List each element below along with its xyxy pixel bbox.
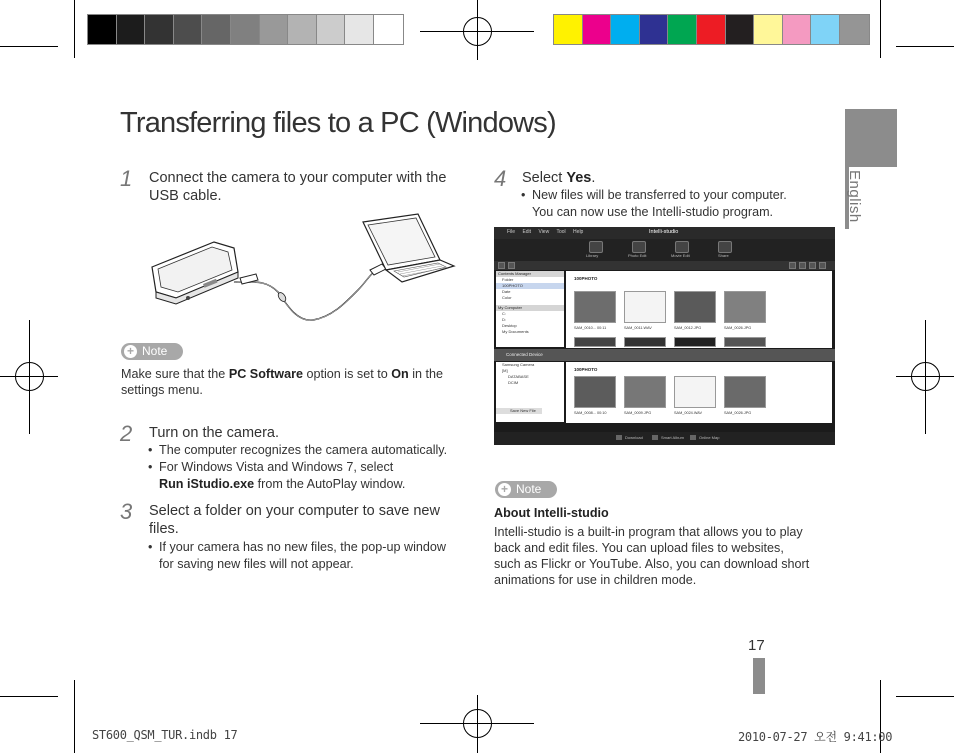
color-swatch — [611, 15, 640, 44]
photo-thumb — [674, 291, 716, 323]
color-swatch — [668, 15, 697, 44]
color-swatch — [583, 15, 612, 44]
step-2-bullet: • The computer recognizes the camera automatically. — [159, 442, 469, 459]
view-icon — [799, 262, 806, 269]
language-tab: English — [846, 170, 863, 223]
gray-swatch — [145, 15, 174, 44]
note-2-body: Intelli-studio is a built-in program that allows you to play back and edit files. You can upload files to websites, such as Flickr or YouTube. Also, you can download short animations for use in children mode. — [494, 525, 810, 587]
process-color-bar — [553, 14, 870, 45]
gray-color-bar — [87, 14, 404, 45]
gray-swatch — [231, 15, 260, 44]
registration-circle — [463, 17, 492, 46]
note-badge: + Note — [121, 343, 183, 360]
view-icon — [809, 262, 816, 269]
share-icon — [718, 241, 732, 253]
step-number: 4 — [494, 166, 507, 191]
intelli-studio-screenshot — [494, 227, 835, 445]
note-2-heading: About Intelli-studio — [494, 506, 609, 520]
audio-thumb — [624, 291, 666, 323]
gray-swatch — [202, 15, 231, 44]
gray-swatch — [174, 15, 203, 44]
page-number-bar — [753, 658, 765, 694]
color-swatch — [840, 15, 869, 44]
page-title: Transferring files to a PC (Windows) — [120, 107, 556, 139]
step-number: 2 — [120, 421, 133, 446]
step-4-bullet: • New files will be transferred to your computer. You can now use the Intelli-studio program. — [532, 187, 832, 221]
contents-manager-pane: Contents Manager Folder 100PHOTO Date Color My Computer C: D: Desktop My Documents — [496, 271, 564, 347]
usb-cable — [234, 264, 394, 320]
crop-mark — [896, 46, 954, 47]
color-swatch — [697, 15, 726, 44]
note-badge: + Note — [495, 481, 557, 498]
crop-mark — [880, 0, 881, 58]
registration-circle — [911, 362, 940, 391]
gray-swatch — [260, 15, 289, 44]
crop-mark — [896, 696, 954, 697]
gray-swatch — [288, 15, 317, 44]
app-titlebar — [494, 227, 835, 239]
photo-thumb — [624, 337, 666, 347]
camera-usb-laptop-illustration — [148, 212, 458, 330]
crop-mark — [0, 46, 58, 47]
print-slug-left: ST600_QSM_TUR.indb 17 — [92, 728, 238, 742]
view-icon — [789, 262, 796, 269]
step-2-text: Turn on the camera. — [149, 425, 280, 441]
step-3-bullet: • If your camera has no new files, the pop-up window for saving new files will not appear. — [159, 539, 469, 573]
color-swatch — [640, 15, 669, 44]
app-bottom-bar — [494, 432, 835, 445]
photo-thumb — [574, 376, 616, 408]
app-title: Intelli-studio — [649, 229, 679, 235]
step-3-text: Select a folder on your computer to save new files. — [149, 503, 440, 537]
gray-swatch — [117, 15, 146, 44]
gray-swatch — [317, 15, 346, 44]
app-navbar — [494, 261, 835, 270]
photo-edit-icon — [632, 241, 646, 253]
download-button[interactable]: Download — [616, 435, 643, 440]
color-swatch — [554, 15, 583, 44]
side-tab-block — [849, 109, 897, 167]
color-swatch — [754, 15, 783, 44]
step-number: 3 — [120, 499, 133, 524]
online-map-button[interactable]: Online Map — [690, 435, 719, 440]
audio-thumb — [674, 376, 716, 408]
photo-thumb — [724, 376, 766, 408]
registration-circle — [463, 709, 492, 738]
step-1-text: Connect the camera to your computer with the USB cable. — [149, 170, 447, 204]
gray-swatch — [345, 15, 374, 44]
registration-circle — [15, 362, 44, 391]
print-slug-right: 2010-07-27 오전 9:41:00 — [738, 730, 893, 744]
device-pane: Samsung Camera [M] DATABASE DCIM Save New File — [496, 362, 564, 422]
photo-thumb — [574, 291, 616, 323]
camera-icon — [152, 242, 238, 304]
gallery-top: 100PHOTO SAM_0010... 00:11 SAM_0011.WAV SAM_0012.JPG SAM_0026.JPG — [566, 271, 832, 348]
plus-icon: + — [124, 345, 137, 358]
app-menu: File Edit View Tool Help — [507, 229, 584, 235]
step-4-text: Select Yes. — [522, 170, 596, 186]
step-2-bullet: • For Windows Vista and Windows 7, select Run iStudio.exe from the AutoPlay window. — [159, 459, 469, 493]
page-number: 17 — [748, 637, 765, 654]
crop-mark — [0, 696, 58, 697]
color-swatch — [783, 15, 812, 44]
gray-swatch — [88, 15, 117, 44]
photo-thumb — [674, 337, 716, 347]
smart-album-button[interactable]: Smart Album — [652, 435, 684, 440]
movie-edit-icon — [675, 241, 689, 253]
back-icon — [498, 262, 505, 269]
app-toolbar: Library Photo Edit Movie Edit Share — [494, 239, 835, 261]
photo-thumb — [624, 376, 666, 408]
connected-device-bar: Connected Device — [494, 349, 835, 361]
plus-icon: + — [498, 483, 511, 496]
forward-icon — [508, 262, 515, 269]
color-swatch — [811, 15, 840, 44]
step-number: 1 — [120, 166, 133, 191]
gray-swatch — [374, 15, 403, 44]
photo-thumb — [574, 337, 616, 347]
note-1-text: Make sure that the PC Software option is set to On in the settings menu. — [121, 367, 444, 397]
gallery-bottom: 100PHOTO SAM_0008... 00:10 SAM_0009.JPG SAM_0024.WAV SAM_0026.JPG — [566, 362, 832, 423]
crop-mark — [74, 0, 75, 58]
crop-mark — [74, 680, 75, 753]
library-icon — [589, 241, 603, 253]
photo-thumb — [724, 337, 766, 347]
save-new-file-button[interactable]: Save New File — [496, 408, 542, 414]
view-icon — [819, 262, 826, 269]
photo-thumb — [724, 291, 766, 323]
color-swatch — [726, 15, 755, 44]
